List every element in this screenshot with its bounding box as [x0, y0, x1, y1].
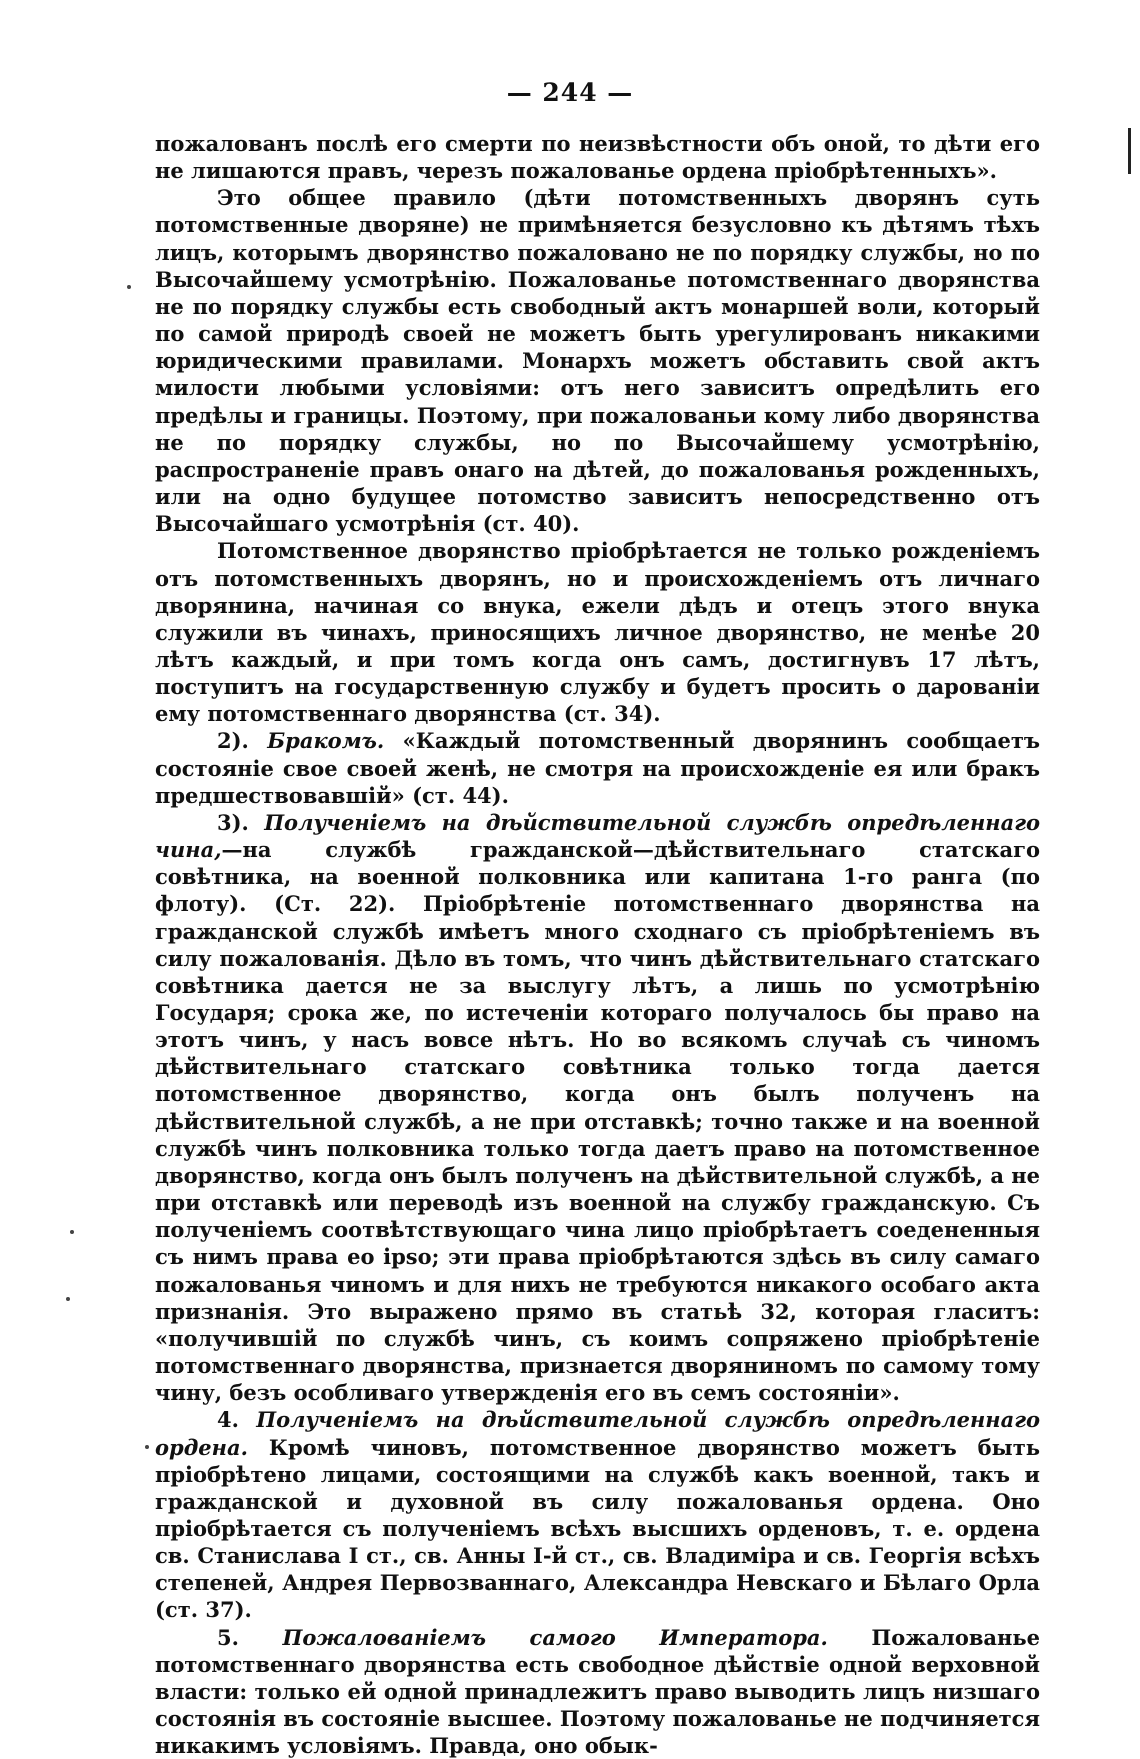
section-heading: Полученіемъ на дѣйствительной службѣ опредѣленнаго ордена.: [155, 1407, 1041, 1460]
body-text: [155, 130, 1040, 1759]
scan-speck: [127, 285, 131, 289]
paragraph-order: 4. Полученіемъ на дѣйствительной службѣ опредѣленнаго ордена. Кромѣ чиновъ, потомственное дворянство можетъ быть пріобрѣтено лицами, состоящими на службѣ какъ военной, такъ и гражданской и духовной въ силу пожалованья ордена. Оно пріобрѣтается съ полученіемъ всѣхъ высшихъ орденовъ, т. е. ордена св. Станислава I ст., св. Анны I-й ст., св. Владиміра и св. Георгія всѣхъ степеней, Андрея Первозваннаго, Александра Невскаго и Бѣлаго Орла (ст. 37).: [155, 1407, 1041, 1623]
paragraph-rank: 3). Полученіемъ на дѣйствительной службѣ опредѣленнаго чина,—на службѣ гражданской—дѣйствительнаго статскаго совѣтника, на военной полковника или капитана 1-го ранга (по флоту). (Ст. 22). Пріобрѣтеніе потомственнаго дворянства на гражданской службѣ имѣетъ много сходнаго съ пріобрѣтеніемъ въ силу пожалованія. Дѣло въ томъ, что чинъ дѣйствительнаго статскаго совѣтника дается не за выслугу лѣтъ, а лишь по усмотрѣнію Государя; срока же, по истеченіи котораго получалось бы право на этотъ чинъ, у насъ вовсе нѣтъ. Но во всякомъ случаѣ съ чиномъ дѣйствительнаго статскаго совѣтника только тогда дается потомственное дворянство, когда онъ былъ полученъ на дѣйствительной службѣ, а не при отставкѣ; точно также и на военной службѣ чинъ полковника только тогда даетъ право на потомственное дворянство, когда онъ былъ полученъ на дѣйствительной службѣ, а не при отставкѣ или переводѣ изъ военной на службу гражданскую. Съ полученіемъ соотвѣтствующаго чина лицо пріобрѣтаетъ соедененныя съ нимъ права ео ipso; эти права пріобрѣтаются здѣсь въ силу самаго пожалованья чиномъ и для нихъ не требуются никакого особаго акта признанія. Это выражено прямо въ статьѣ 32, которая гласитъ: «получившій по службѣ чинъ, съ коимъ сопряжено пріобрѣтеніе потомственнаго дворянства, признается дворяниномъ по самому тому чину, безъ особливаго утвержденія его въ семъ состояніи».: [155, 809, 1041, 1406]
paragraph-general-rule: Это общее правило (дѣти потомственныхъ дворянъ суть потомственные дворяне) не примѣняется безусловно къ дѣтямъ тѣхъ лицъ, которымъ дворянство пожаловано не по порядку службы, но по Высочайшему усмотрѣнію. Пожалованье потомственнаго дворянства не по порядку службы есть свободный актъ монаршей воли, который по самой природѣ своей не можетъ быть урегулированъ никакими юридическими правилами. Монархъ можетъ обставить свой актъ милости любыми условіями: отъ него зависитъ опредѣлить его предѣлы и границы. Поэтому, при пожалованьи кому либо дворянства не по порядку службы, но по Высочайшему усмотрѣнію, распространеніе правъ онаго на дѣтей, до пожалованья рожденныхъ, или на одно будущее потомство зависитъ непосредственно отъ Высочайшаго усмотрѣнія (ст. 40).: [155, 185, 1040, 537]
item-number: 5.: [217, 1624, 239, 1650]
section-heading: Пожалованіемъ самого Императора.: [282, 1624, 828, 1650]
section-heading: Бракомъ.: [267, 728, 385, 754]
scan-speck: [70, 1230, 74, 1234]
item-number: 3).: [217, 809, 249, 835]
item-number: 4.: [217, 1407, 239, 1433]
paragraph-emperor: 5. Пожалованіемъ самого Императора. Пожалованье потомственнаго дворянства есть свободное дѣйствіе одной верховной власти: только ей одной принадлежитъ право выводить лицъ низшаго состоянія въ состояніе высшее. Поэтому пожалованье не подчиняется никакимъ условіямъ. Правда, оно обык-: [155, 1624, 1041, 1759]
scan-speck: [66, 1297, 70, 1301]
section-heading: Полученіемъ на дѣйствительной службѣ опредѣленнаго чина,: [155, 809, 1041, 863]
scan-speck: [145, 1445, 149, 1449]
scan-edge-mark: [1128, 128, 1131, 174]
paragraph-marriage: 2). Бракомъ. «Каждый потомственный дворянинъ сообщаетъ состояніе свое своей женѣ, не смотря на происхожденіе ея или бракъ предшествовавшій» (ст. 44).: [155, 728, 1040, 808]
item-number: 2).: [217, 728, 249, 754]
paragraph-hereditary-nobility: Потомственное дворянство пріобрѣтается не только рожденіемъ отъ потомственныхъ дворянъ, но и происхожденіемъ отъ личнаго дворянина, начиная со внука, ежели дѣдъ и отецъ этого внука служили въ чинахъ, приносящихъ личное дворянство, не менѣе 20 лѣтъ каждый, и при томъ когда онъ самъ, достигнувъ 17 лѣтъ, поступитъ на государственную службу и будетъ просить о дарованіи ему потомственнаго дворянства (ст. 34).: [155, 538, 1040, 727]
paragraph-continuation: пожалованъ послѣ его смерти по неизвѣстности объ оной, то дѣти его не лишаются правъ, черезъ пожалованье ордена пріобрѣтенныхъ».: [155, 131, 1040, 184]
page-number: — 244 —: [506, 78, 634, 107]
